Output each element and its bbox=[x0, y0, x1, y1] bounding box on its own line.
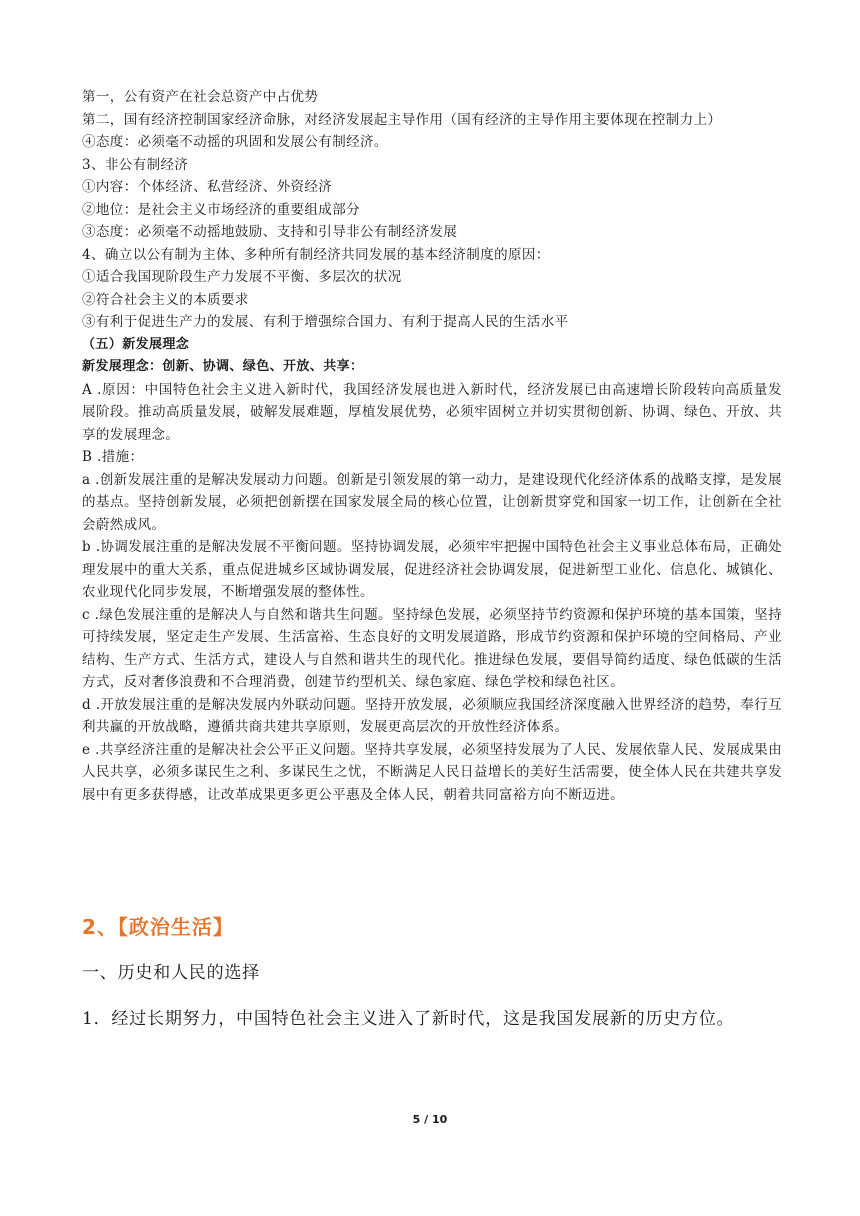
paragraph: ②符合社会主义的本质要求 bbox=[82, 291, 249, 308]
paragraph-sharing: e .共享经济注重的是解决社会公平正义问题。坚持共享发展，必须坚持发展为了人民、发展依靠人民、发展成果由人民共享，必须多谋民生之利、多谋民生之忧，不断满足人民日益增长的美好生活需要，使全体人民在共建共享发展中有更多获得感，让改革成果更多更公平惠及全体人民，朝着共同富裕方向不断迈进。 bbox=[82, 741, 782, 803]
heading-new-development-concept: （五）新发展理念 bbox=[82, 336, 190, 352]
paragraph-green: c .绿色发展注重的是解决人与自然和谐共生问题。坚持绿色发展，必须坚持节约资源和保护环境的基本国策，坚持可持续发展，坚定走生产发展、生活富裕、生态良好的文明发展道路，形成节约资源和保护环境的空间格局、产业结构、生产方式、生活方式，建设人与自然和谐共生的现代化。推进绿色发展，要倡导简约适度、绿色低碳的生活方式，反对奢侈浪费和不合理消费，创建节约型机关、绿色家庭、绿色学校和绿色社区。 bbox=[82, 606, 782, 690]
heading-non-public-economy: 3、非公有制经济 bbox=[82, 156, 189, 173]
page-number: 5 / 10 bbox=[412, 1113, 448, 1126]
paragraph: ③态度：必须毫不动摇地鼓励、支持和引导非公有制经济发展 bbox=[82, 224, 458, 240]
paragraph-opening: d .开放发展注重的是解决发展内外联动问题。坚持开放发展，必须顺应我国经济深度融入世界经济的趋势，奉行互利共赢的开放战略，遵循共商共建共享原则，发展更高层次的开放性经济体系。 bbox=[82, 696, 782, 735]
paragraph-innovation: a .创新发展注重的是解决发展动力问题。创新是引领发展的第一动力，是建设现代化经济体系的战略支撑，是发展的基点。坚持创新发展，必须把创新摆在国家发展全局的核心位置，让创新贯穿党和国家一切工作，让创新在全社会蔚然成风。 bbox=[82, 471, 782, 533]
document-body bbox=[82, 86, 782, 806]
heading-basic-economic-system: 4、确立以公有制为主体、多种所有制经济共同发展的基本经济制度的原因： bbox=[82, 246, 550, 263]
paragraph-measures: B .措施： bbox=[82, 449, 144, 465]
new-development-concept-summary: 新发展理念：创新、协调、绿色、开放、共享： bbox=[82, 359, 364, 374]
paragraph: ①内容：个体经济、私营经济、外资经济 bbox=[82, 179, 333, 195]
sub-heading: 一、历史和人民的选择 bbox=[82, 963, 260, 983]
section-title: 2、【政治生活】 bbox=[82, 915, 234, 939]
paragraph: 第二，国有经济控制国家经济命脉，对经济发展起主导作用（国有经济的主导作用主要体现在控制力上） bbox=[82, 111, 722, 128]
paragraph: 第一，公有资产在社会总资产中占优势 bbox=[82, 89, 319, 105]
paragraph-coordination: b .协调发展注重的是解决发展不平衡问题。坚持协调发展，必须牢牢把握中国特色社会主义事业总体布局，正确处理发展中的重大关系，重点促进城乡区域协调发展，促进经济社会协调发展，促进新型工业化、信息化、城镇化、农业现代化同步发展，不断增强发展的整体性。 bbox=[82, 539, 782, 600]
paragraph: ④态度：必须毫不动摇的巩固和发展公有制经济。 bbox=[82, 134, 388, 150]
list-item-1: 1．经过长期努力，中国特色社会主义进入了新时代，这是我国发展新的历史方位。 bbox=[82, 1009, 735, 1029]
paragraph-reason: A .原因：中国特色社会主义进入新时代，我国经济发展也进入新时代，经济发展已由高速增长阶段转向高质量发展阶段。推动高质量发展，破解发展难题，厚植发展优势，必须牢固树立并切实贯彻创新、协调、绿色、开放、共享的发展理念。 bbox=[82, 381, 782, 443]
paragraph: ②地位：是社会主义市场经济的重要组成部分 bbox=[82, 201, 360, 218]
paragraph: ①适合我国现阶段生产力发展不平衡、多层次的状况 bbox=[82, 269, 402, 285]
paragraph: ③有利于促进生产力的发展、有利于增强综合国力、有利于提高人民的生活水平 bbox=[82, 314, 569, 330]
